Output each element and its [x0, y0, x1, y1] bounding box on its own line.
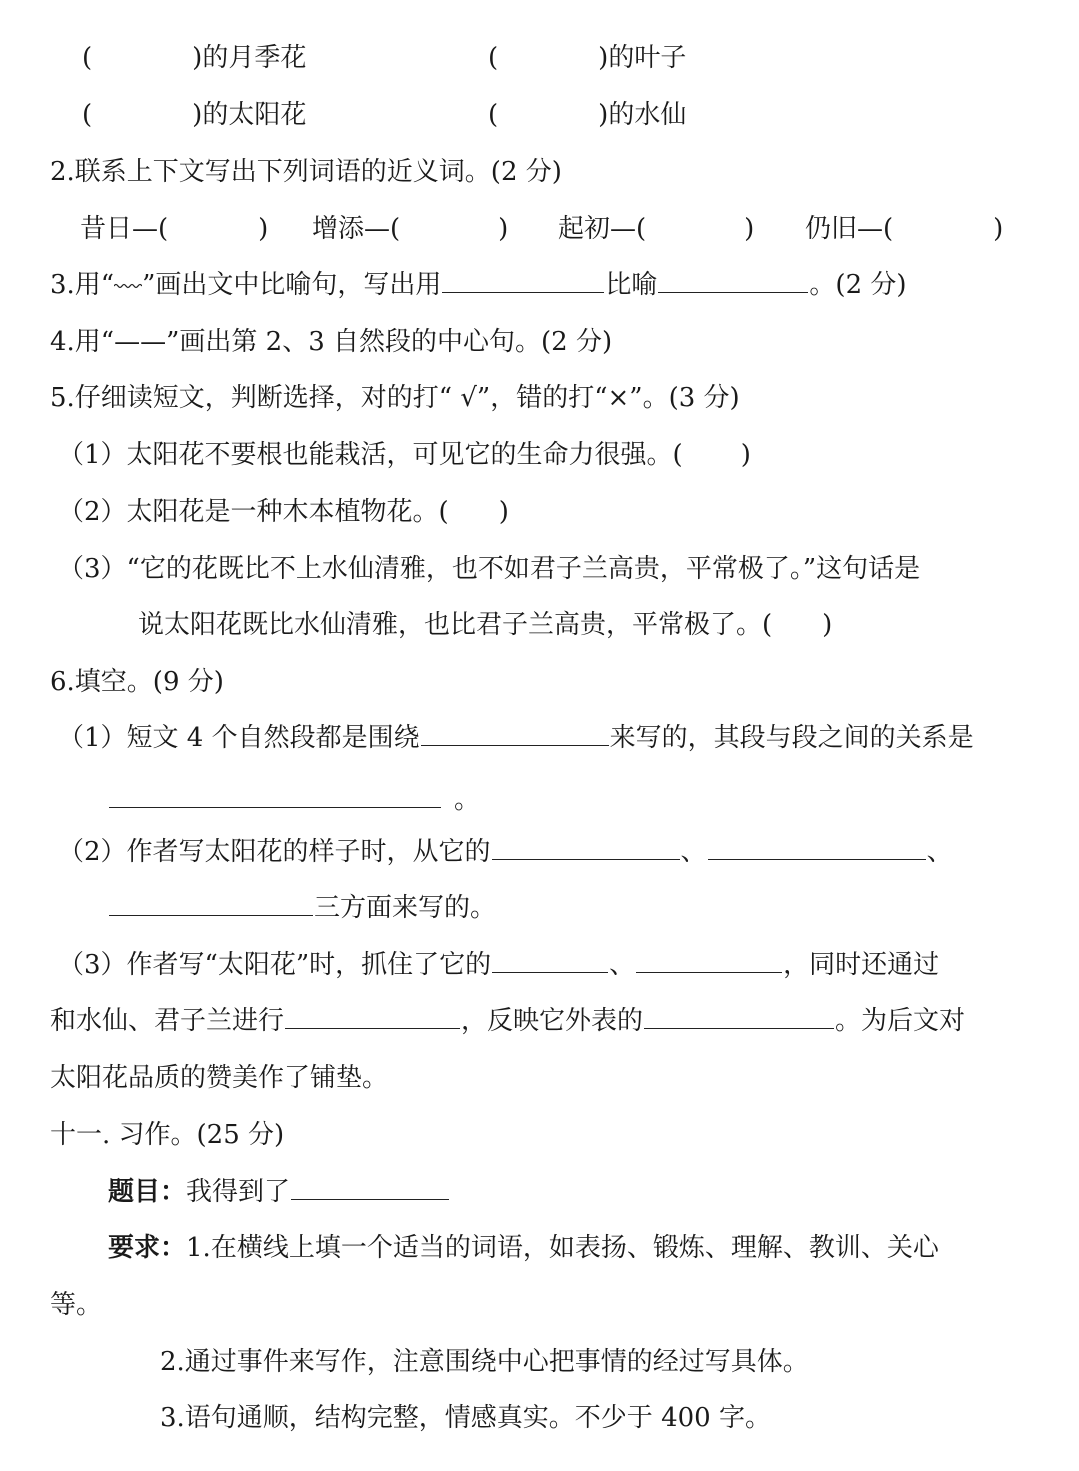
answer-blank[interactable] [442, 266, 604, 293]
q1-row-2 [82, 95, 306, 135]
q5-item-3: （3）“它的花既比不上水仙清雅，也不如君子兰高贵，平常极了。”这句话是 [58, 554, 921, 584]
q11-topic: 题目：我得到了 [108, 1172, 450, 1212]
q1-row-1-right [488, 38, 686, 78]
topic-blank[interactable] [291, 1173, 449, 1200]
q6-item-3-cont: 和水仙、君子兰进行 ，反映它外表的 。为后文对 [50, 1001, 965, 1041]
synonym-item: 仍旧—( ) [805, 214, 1004, 244]
phrase-tail: 的月季花 [202, 43, 307, 73]
q11-req-3: 3.语句通顺，结构完整，情感真实。不少于 400 字。 [160, 1403, 771, 1433]
paren-open: ( [488, 43, 499, 73]
requirements-label: 要求： [108, 1233, 187, 1263]
synonym-item: 增添—( ) [312, 214, 509, 244]
answer-blank[interactable] [421, 719, 609, 746]
q11-req-1-cont: 等。 [50, 1290, 103, 1320]
answer-blank[interactable] [636, 946, 782, 973]
paren-open: ( [82, 43, 93, 73]
answer-blank[interactable] [109, 781, 441, 808]
q6-item-2-cont: 三方面来写的。 [108, 888, 496, 928]
q1-row-2-right [488, 95, 686, 135]
paren-close: ) [192, 100, 203, 130]
synonym-item: 昔日—( ) [80, 214, 269, 244]
phrase-tail: 的太阳花 [202, 100, 307, 130]
paren-close: ) [598, 100, 609, 130]
q4-line: 4.用“——”画出第 2、3 自然段的中心句。(2 分) [50, 327, 613, 357]
q11-req-2: 2.通过事件来写作，注意围绕中心把事情的经过写具体。 [160, 1347, 809, 1377]
wavy-line-icon [114, 281, 142, 291]
q11-title: 十一. 习作。(25 分) [50, 1120, 285, 1150]
q6-item-3-cont2: 太阳花品质的赞美作了铺垫。 [50, 1063, 389, 1093]
phrase-tail: 的水仙 [608, 100, 687, 130]
topic-label: 题目： [108, 1177, 187, 1207]
q2-title: 2.联系上下文写出下列词语的近义词。(2 分) [50, 157, 562, 187]
answer-blank[interactable] [658, 266, 808, 293]
q6-title: 6.填空。(9 分) [50, 667, 224, 697]
paren-close: ) [192, 43, 203, 73]
q6-item-2: （2）作者写太阳花的样子时，从它的 、 、 [58, 832, 953, 872]
q11-req-1: 要求：1.在横线上填一个适当的词语，如表扬、锻炼、理解、教训、关心 [108, 1233, 939, 1263]
q2-words [80, 209, 1040, 249]
q1-row-1 [82, 38, 306, 78]
q5-item-2: （2）太阳花是一种木本植物花。( ) [58, 497, 509, 527]
answer-blank[interactable] [285, 1002, 460, 1029]
answer-blank[interactable] [492, 833, 680, 860]
answer-blank[interactable] [492, 946, 608, 973]
synonym-item: 起初—( ) [558, 214, 755, 244]
q5-item-1: （1）太阳花不要根也能栽活，可见它的生命力很强。( ) [58, 440, 751, 470]
q6-item-1: （1）短文 4 个自然段都是围绕 来写的，其段与段之间的关系是 [58, 718, 974, 758]
paren-open: ( [488, 100, 499, 130]
q6-item-1-cont: 。 [108, 780, 480, 820]
answer-blank[interactable] [708, 833, 926, 860]
answer-blank[interactable] [644, 1002, 834, 1029]
answer-blank[interactable] [109, 889, 313, 916]
paren-open: ( [82, 100, 93, 130]
paren-close: ) [598, 43, 609, 73]
q6-item-3: （3）作者写“太阳花”时，抓住了它的 、 ，同时还通过 [58, 945, 939, 985]
q5-title: 5.仔细读短文，判断选择，对的打“ √”，错的打“×”。(3 分) [50, 383, 740, 413]
q5-item-3-cont: 说太阳花既比水仙清雅，也比君子兰高贵，平常极了。( ) [138, 610, 833, 640]
q3-line: 3.用“ ”画出文中比喻句，写出用 比喻 。(2 分) [50, 265, 907, 305]
phrase-tail: 的叶子 [608, 43, 687, 73]
